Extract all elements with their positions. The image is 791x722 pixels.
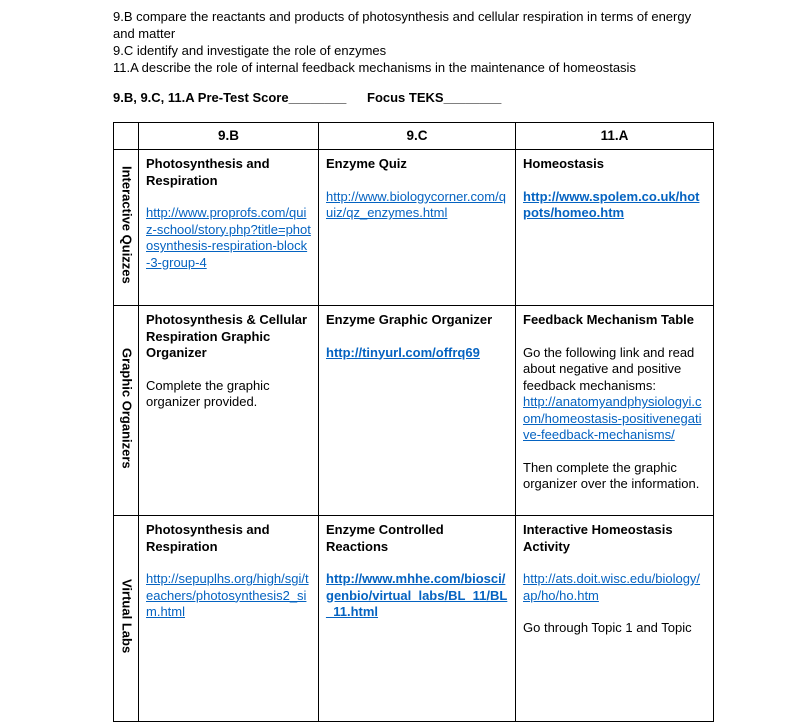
cell-interactive-quizzes-9b <box>139 150 319 306</box>
table-row-graphic-organizers <box>114 306 714 516</box>
row-label-text: Interactive Quizzes <box>119 166 135 285</box>
spolem-homeostasis-link[interactable]: http://www.spolem.co.uk/hotpots/homeo.htm <box>523 188 700 220</box>
cell-graphic-organizers-9b <box>139 306 319 516</box>
activity-instructions-2: Then complete the graphic organizer over the information. <box>523 459 700 491</box>
activity-title: Homeostasis <box>523 156 604 171</box>
pretest-line <box>113 90 713 108</box>
activity-title: Enzyme Quiz <box>326 156 407 171</box>
focus-teks-label: Focus TEKS________ <box>367 90 502 105</box>
activities-table <box>113 122 714 722</box>
row-label-graphic-organizers <box>114 306 139 516</box>
table-row-interactive-quizzes <box>114 150 714 306</box>
table-row-virtual-labs <box>114 516 714 722</box>
table-header-row <box>114 123 714 150</box>
sepuplhs-lab-link[interactable]: http://sepuplhs.org/high/sgi/teachers/photosynthesis2_sim.html <box>146 571 309 619</box>
column-header-9c: 9.C <box>319 123 516 150</box>
mhhe-virtual-lab-link[interactable]: http://www.mhhe.com/biosci/genbio/virtual_labs/BL_11/BL_11.html <box>326 571 508 619</box>
corner-cell <box>114 123 139 150</box>
column-header-11a: 11.A <box>516 123 714 150</box>
cell-graphic-organizers-11a <box>516 306 714 516</box>
activity-title: Feedback Mechanism Table <box>523 312 694 327</box>
activity-title: Enzyme Graphic Organizer <box>326 312 493 327</box>
cell-virtual-labs-9c <box>319 516 516 722</box>
tinyurl-organizer-link[interactable]: http://tinyurl.com/offrq69 <box>326 344 480 360</box>
activity-instructions: Go the following link and read about negative and positive feedback mechanisms: <box>523 344 695 393</box>
activity-title: Photosynthesis & Cellular Respiration Graphic Organizer <box>146 312 308 360</box>
activity-title: Photosynthesis and Respiration <box>146 156 270 188</box>
cell-virtual-labs-11a <box>516 516 714 722</box>
activity-instructions: Complete the graphic organizer provided. <box>146 377 270 409</box>
column-header-9b: 9.B <box>139 123 319 150</box>
biologycorner-quiz-link[interactable]: http://www.biologycorner.com/quiz/qz_enzymes.html <box>326 188 506 220</box>
teks-9c-description: 9.C identify and investigate the role of enzymes <box>113 43 387 58</box>
cell-interactive-quizzes-9c <box>319 150 516 306</box>
teks-11a-description: 11.A describe the role of internal feedback mechanisms in the maintenance of homeostasis <box>113 60 636 75</box>
proprofs-quiz-link[interactable]: http://www.proprofs.com/quiz-school/story.php?title=photosynthesis-respiration-block-3-group-4 <box>146 205 311 270</box>
teks-descriptions <box>113 8 703 76</box>
activity-title: Photosynthesis and Respiration <box>146 522 270 554</box>
row-label-interactive-quizzes <box>114 150 139 306</box>
anatomyandphysiology-link[interactable]: http://anatomyandphysiologyi.com/homeostasis-positivenegative-feedback-mechanisms/ <box>523 394 702 442</box>
pretest-score-label: 9.B, 9.C, 11.A Pre-Test Score________ <box>113 90 347 105</box>
cell-virtual-labs-9b <box>139 516 319 722</box>
row-label-text: Virtual Labs <box>119 579 135 654</box>
wisc-homeostasis-link[interactable]: http://ats.doit.wisc.edu/biology/ap/ho/ho.htm <box>523 571 701 603</box>
row-label-virtual-labs <box>114 516 139 722</box>
cell-graphic-organizers-9c <box>319 306 516 516</box>
cell-interactive-quizzes-11a <box>516 150 714 306</box>
activity-title: Enzyme Controlled Reactions <box>326 522 444 554</box>
row-label-text: Graphic Organizers <box>119 347 135 469</box>
teks-9b-description: 9.B compare the reactants and products of photosynthesis and cellular respiration in terms of energy and matter <box>113 9 692 41</box>
activity-title: Interactive Homeostasis Activity <box>523 522 673 554</box>
activity-instructions: Go through Topic 1 and Topic <box>523 620 692 635</box>
